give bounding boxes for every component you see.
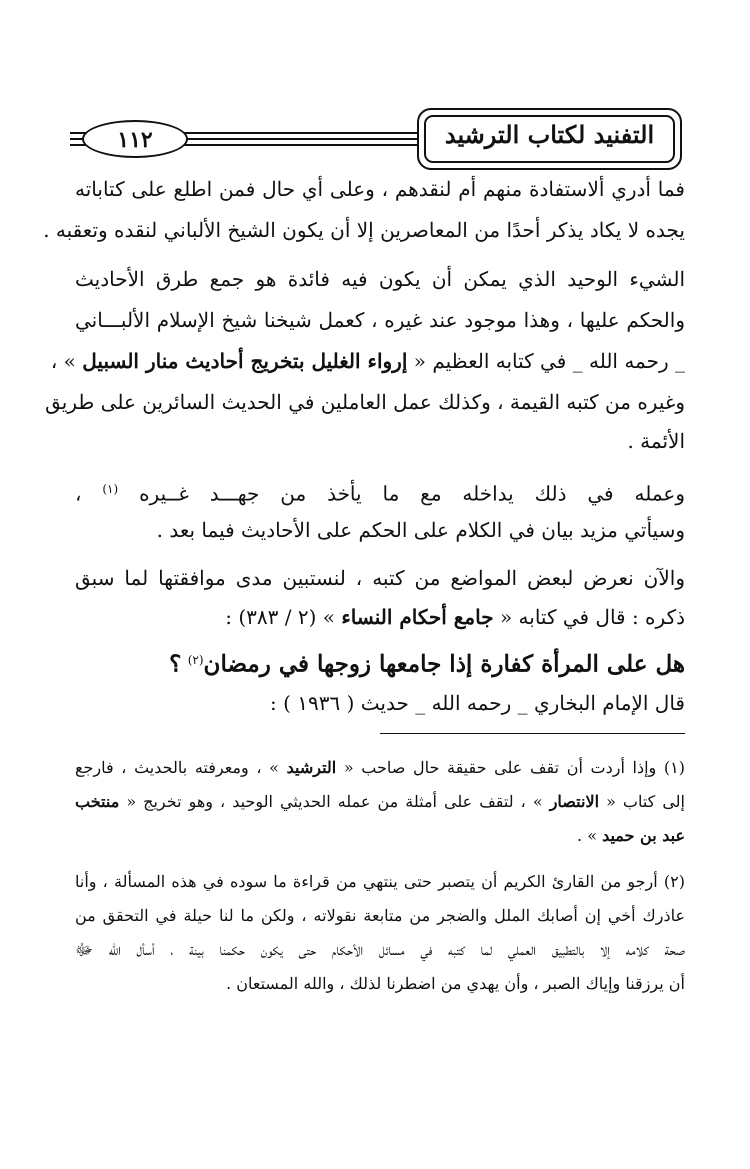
body-text: _ رحمه الله _ في كتابه العظيم « xyxy=(413,349,685,373)
question-text: هل على المرأة كفارة إذا جامعها زوجها في رمضان xyxy=(203,650,685,678)
footnote-bold-title: الترشيد xyxy=(286,758,337,777)
footnote-text: » ، ومعرفته بالحديث ، فارجع xyxy=(75,758,279,777)
body-text: » ، xyxy=(50,349,76,373)
body-line: الأئمة . xyxy=(627,429,685,453)
body-text: ، xyxy=(75,481,82,506)
footnote-line xyxy=(75,754,685,782)
footnote-bold-title: عبد بن حميد xyxy=(602,826,685,845)
body-line xyxy=(75,472,685,511)
body-line: والحكم عليها ، وهذا موجود عند غيره ، كعمل شيخنا شيخ الإسلام الألبـــاني xyxy=(75,308,685,332)
page-number: ١١٢ xyxy=(117,127,153,153)
footnote-text: (١) وإذا أردت أن تقف على حقيقة حال صاحب « xyxy=(343,758,685,777)
book-title-jami: جامع أحكام النساء xyxy=(341,605,494,629)
body-line: قال الإمام البخاري _ رحمه الله _ حديث ( ١٩٣٦ ) : xyxy=(270,691,685,715)
footnote-bold-title: منتخب xyxy=(75,792,120,811)
footnote-line: صحة كلامه إلا بالتطبيق العملي لما كتبه في مسائل الأحكام حتى يكون حكمنا بينة ، أسأل الله ﷻ xyxy=(75,940,685,959)
page-number-frame xyxy=(82,120,188,158)
footnote-mark: (٢) xyxy=(187,653,204,667)
page-header xyxy=(70,108,682,174)
body-line: فما أدري ألاستفادة منهم أم لنقدهم ، وعلى أي حال فمن اطلع على كتاباته xyxy=(75,177,685,201)
footnote-line xyxy=(75,788,685,816)
footnote-line: (٢) أرجو من القارئ الكريم أن يتصبر حتى ينتهي من قراءة ما سوده في هذه المسألة ، وأنا xyxy=(75,872,685,891)
footnote-text: إلى كتاب « xyxy=(606,792,685,811)
footnote-mark: (١) xyxy=(102,482,119,496)
body-line: الشيء الوحيد الذي يمكن أن يكون فيه فائدة هو جمع طرق الأحاديث xyxy=(75,267,685,291)
body-line: وغيره من كتبه القيمة ، وكذلك عمل العاملين في الحديث السائرين على طريق xyxy=(45,390,685,414)
footnote-separator xyxy=(380,733,685,734)
body-text: وعمله في ذلك يداخله مع ما يأخذ من جهـــد غــيره xyxy=(139,481,685,506)
question-mark: ؟ xyxy=(169,650,182,678)
body-line: وسيأتي مزيد بيان في الكلام على الحكم على الأحاديث فيما بعد . xyxy=(156,518,685,542)
running-title: التفنيد لكتاب الترشيد xyxy=(444,120,655,149)
footnote-text: » . xyxy=(577,826,597,845)
book-title-irwa: إرواء الغليل بتخريج أحاديث منار السبيل xyxy=(82,349,408,373)
body-line: يجده لا يكاد يذكر أحدًا من المعاصرين إلا أن يكون الشيخ الألباني لنقده وتعقبه . xyxy=(43,218,685,242)
body-line xyxy=(50,344,685,378)
footnote-line: أن يرزقنا وإياك الصبر ، وأن يهدي من اضطرنا لذلك ، والله المستعان . xyxy=(226,974,685,993)
body-line xyxy=(75,600,685,634)
footnote-text: » ، لتقف على أمثلة من عمله الحديثي الوحيد ، وهو تخريج « xyxy=(126,792,543,811)
question-heading xyxy=(75,641,685,684)
body-text: » (٢ / ٣٨٣) : xyxy=(225,605,335,629)
body-line: والآن نعرض لبعض المواضع من كتبه ، لنستبين مدى موافقتها لما سبق xyxy=(75,566,685,590)
header-title-frame xyxy=(417,108,682,170)
body-text: ذكره : قال في كتابه « xyxy=(499,605,685,629)
footnote-bold-title: الانتصار xyxy=(549,792,600,811)
footnote-line: عاذرك أخي إن أصابك الملل والضجر من متابعة نقولاته ، ولكن ما لنا حيلة في التحقق من xyxy=(75,906,685,925)
footnote-line xyxy=(75,822,685,850)
